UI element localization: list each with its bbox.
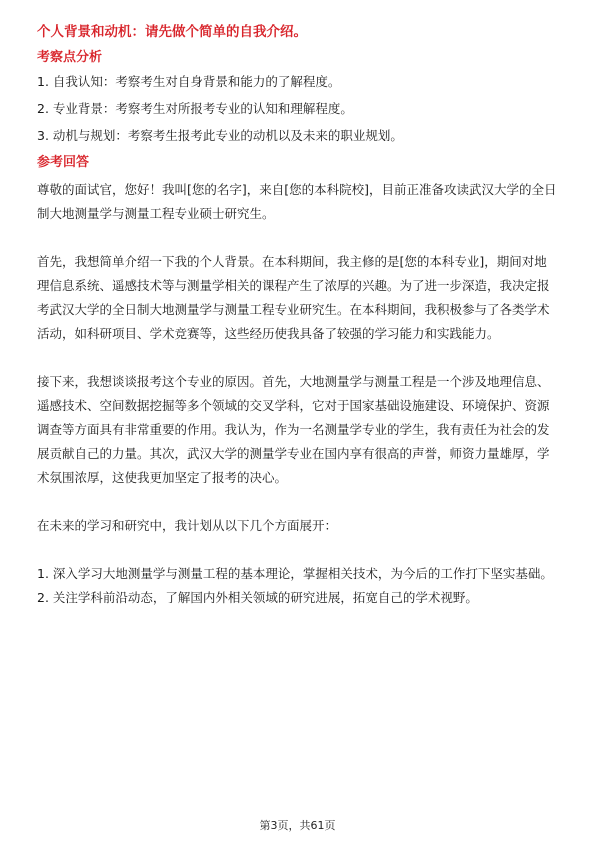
question-title: 个人背景和动机：请先做个简单的自我介绍。 [37,24,307,40]
analysis-point-2: 2. 专业背景：考察考生对所报考专业的认知和理解程度。 [37,101,353,116]
answer-list-item-1: 1. 深入学习大地测量学与测量工程的基本理论，掌握相关技术，为今后的工作打下坚实基础。 [37,566,553,581]
analysis-point-1: 1. 自我认知：考察考生对自身背景和能力的了解程度。 [37,74,341,89]
answer-paragraph-4: 在未来的学习和研究中，我计划从以下几个方面展开： [37,518,338,533]
answer-paragraph-3: 接下来，我想谈谈报考这个专业的原因。首先，大地测量学与测量工程是一个涉及地理信息、遥感技术、空间数据挖掘等多个领域的交叉学科，它对于国家基础设施建设、环境保护、资源调查等方面具有非常重要的作用。我认为，作为一名测量学专业的学生，我有责任为社会的发展贡献自己的力量。其次，武汉大学的测量学专业在国内享有很高的声誉，师资力量雄厚，学术氛围浓厚，这使我更加坚定了报考的决心。 [37,374,550,485]
document-page [37,22,559,610]
answer-paragraph-2: 首先，我想简单介绍一下我的个人背景。在本科期间，我主修的是[您的本科专业]，期间对地理信息系统、遥感技术等与测量学相关的课程产生了浓厚的兴趣。为了进一步深造，我决定报考武汉大学的全日制大地测量学与测量工程专业研究生。在本科期间，我积极参与了各类学术活动，如科研项目、学术竞赛等，这些经历使我具备了较强的学习能力和实践能力。 [37,254,550,341]
analysis-points [37,73,559,145]
answer-heading: 参考回答 [37,155,90,170]
analysis-heading: 考察点分析 [37,50,103,65]
analysis-point-3: 3. 动机与规划：考察考生报考此专业的动机以及未来的职业规划。 [37,128,403,143]
answer-list-item-2: 2. 关注学科前沿动态，了解国内外相关领域的研究进展，拓宽自己的学术视野。 [37,590,478,605]
answer-paragraph-1: 尊敬的面试官，您好！我叫[您的名字]，来自[您的本科院校]，目前正准备攻读武汉大学的全日制大地测量学与测量工程专业硕士研究生。 [37,182,557,221]
page-number-footer: 第3页，共61页 [259,819,336,832]
